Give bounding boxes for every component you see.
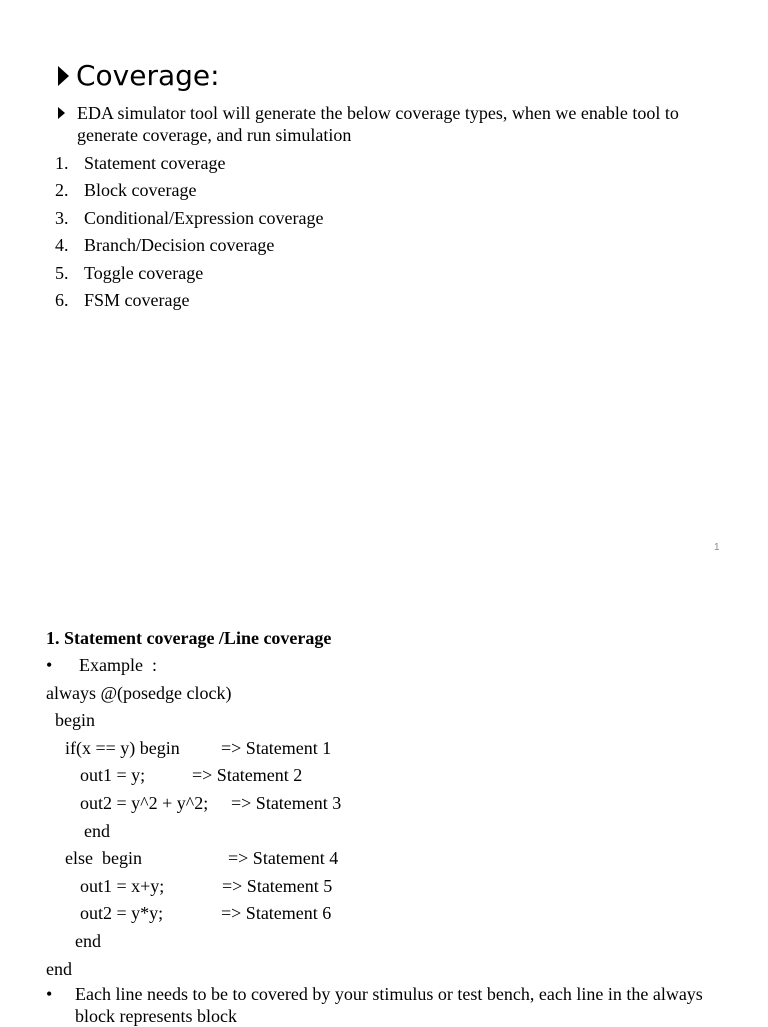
item-number: 2. xyxy=(55,180,69,201)
list-item xyxy=(55,287,323,314)
statement-note: => Statement 4 xyxy=(228,848,339,869)
code-line xyxy=(46,762,726,790)
code-block xyxy=(46,680,726,984)
item-number: 6. xyxy=(55,289,69,310)
statement-note: => Statement 6 xyxy=(221,903,332,924)
example-label: Example : xyxy=(79,655,157,675)
intro-bullet xyxy=(58,102,728,146)
code-text: begin xyxy=(55,710,95,731)
code-text: if(x == y) begin xyxy=(65,737,180,758)
item-label: FSM coverage xyxy=(84,289,190,310)
code-line xyxy=(46,790,726,818)
intro-bullet-text: EDA simulator tool will generate the below coverage types, when we enable tool to generate coverage, and run simulation xyxy=(77,103,679,145)
coverage-types-list xyxy=(55,150,323,314)
bullet-dot: • xyxy=(46,984,53,1005)
code-text: out2 = y^2 + y^2; xyxy=(80,792,209,813)
item-label: Block coverage xyxy=(84,180,197,201)
statement-note: => Statement 3 xyxy=(231,792,342,813)
code-text: out1 = x+y; xyxy=(80,875,165,896)
code-text: else begin xyxy=(65,848,142,869)
code-text: out2 = y*y; xyxy=(80,903,164,924)
item-number: 1. xyxy=(55,153,69,173)
list-item xyxy=(55,150,323,177)
section-heading: 1. Statement coverage /Line coverage xyxy=(46,628,332,648)
code-line xyxy=(46,900,726,928)
slide-title-row xyxy=(58,58,220,94)
item-label: Conditional/Expression coverage xyxy=(84,207,324,228)
code-line xyxy=(46,873,726,901)
coverage-note-bullet xyxy=(46,983,726,1027)
item-label: Toggle coverage xyxy=(84,262,204,283)
list-item xyxy=(55,205,323,232)
code-text: end xyxy=(75,930,101,951)
code-text: end xyxy=(46,958,72,979)
statement-note: => Statement 1 xyxy=(221,737,332,758)
list-item xyxy=(55,260,323,287)
code-text: always @(posedge clock) xyxy=(46,682,232,703)
bullet-dot: • xyxy=(46,655,53,675)
item-number: 3. xyxy=(55,207,69,228)
triangle-bullet-icon xyxy=(58,66,69,86)
code-line xyxy=(46,680,726,708)
code-line xyxy=(46,818,726,846)
code-line xyxy=(46,735,726,763)
page-number: 1 xyxy=(714,542,720,553)
coverage-note-text: Each line needs to be to covered by your stimulus or test bench, each line in the always block represents block xyxy=(75,984,703,1027)
statement-note: => Statement 5 xyxy=(222,875,333,896)
list-item xyxy=(55,232,323,259)
slide-2 xyxy=(46,624,726,1027)
triangle-bullet-icon xyxy=(58,107,65,119)
slide-title: Coverage: xyxy=(76,59,220,92)
item-number: 5. xyxy=(55,262,69,283)
item-label: Branch/Decision coverage xyxy=(84,235,275,256)
example-bullet xyxy=(46,652,726,680)
item-number: 4. xyxy=(55,235,69,256)
code-line xyxy=(46,928,726,956)
code-text: out1 = y; xyxy=(80,765,146,786)
code-line xyxy=(46,845,726,873)
code-line xyxy=(46,956,726,984)
code-text: end xyxy=(84,820,110,841)
item-label: Statement coverage xyxy=(84,153,226,173)
code-line xyxy=(46,707,726,735)
statement-note: => Statement 2 xyxy=(192,765,303,786)
list-item xyxy=(55,177,323,204)
